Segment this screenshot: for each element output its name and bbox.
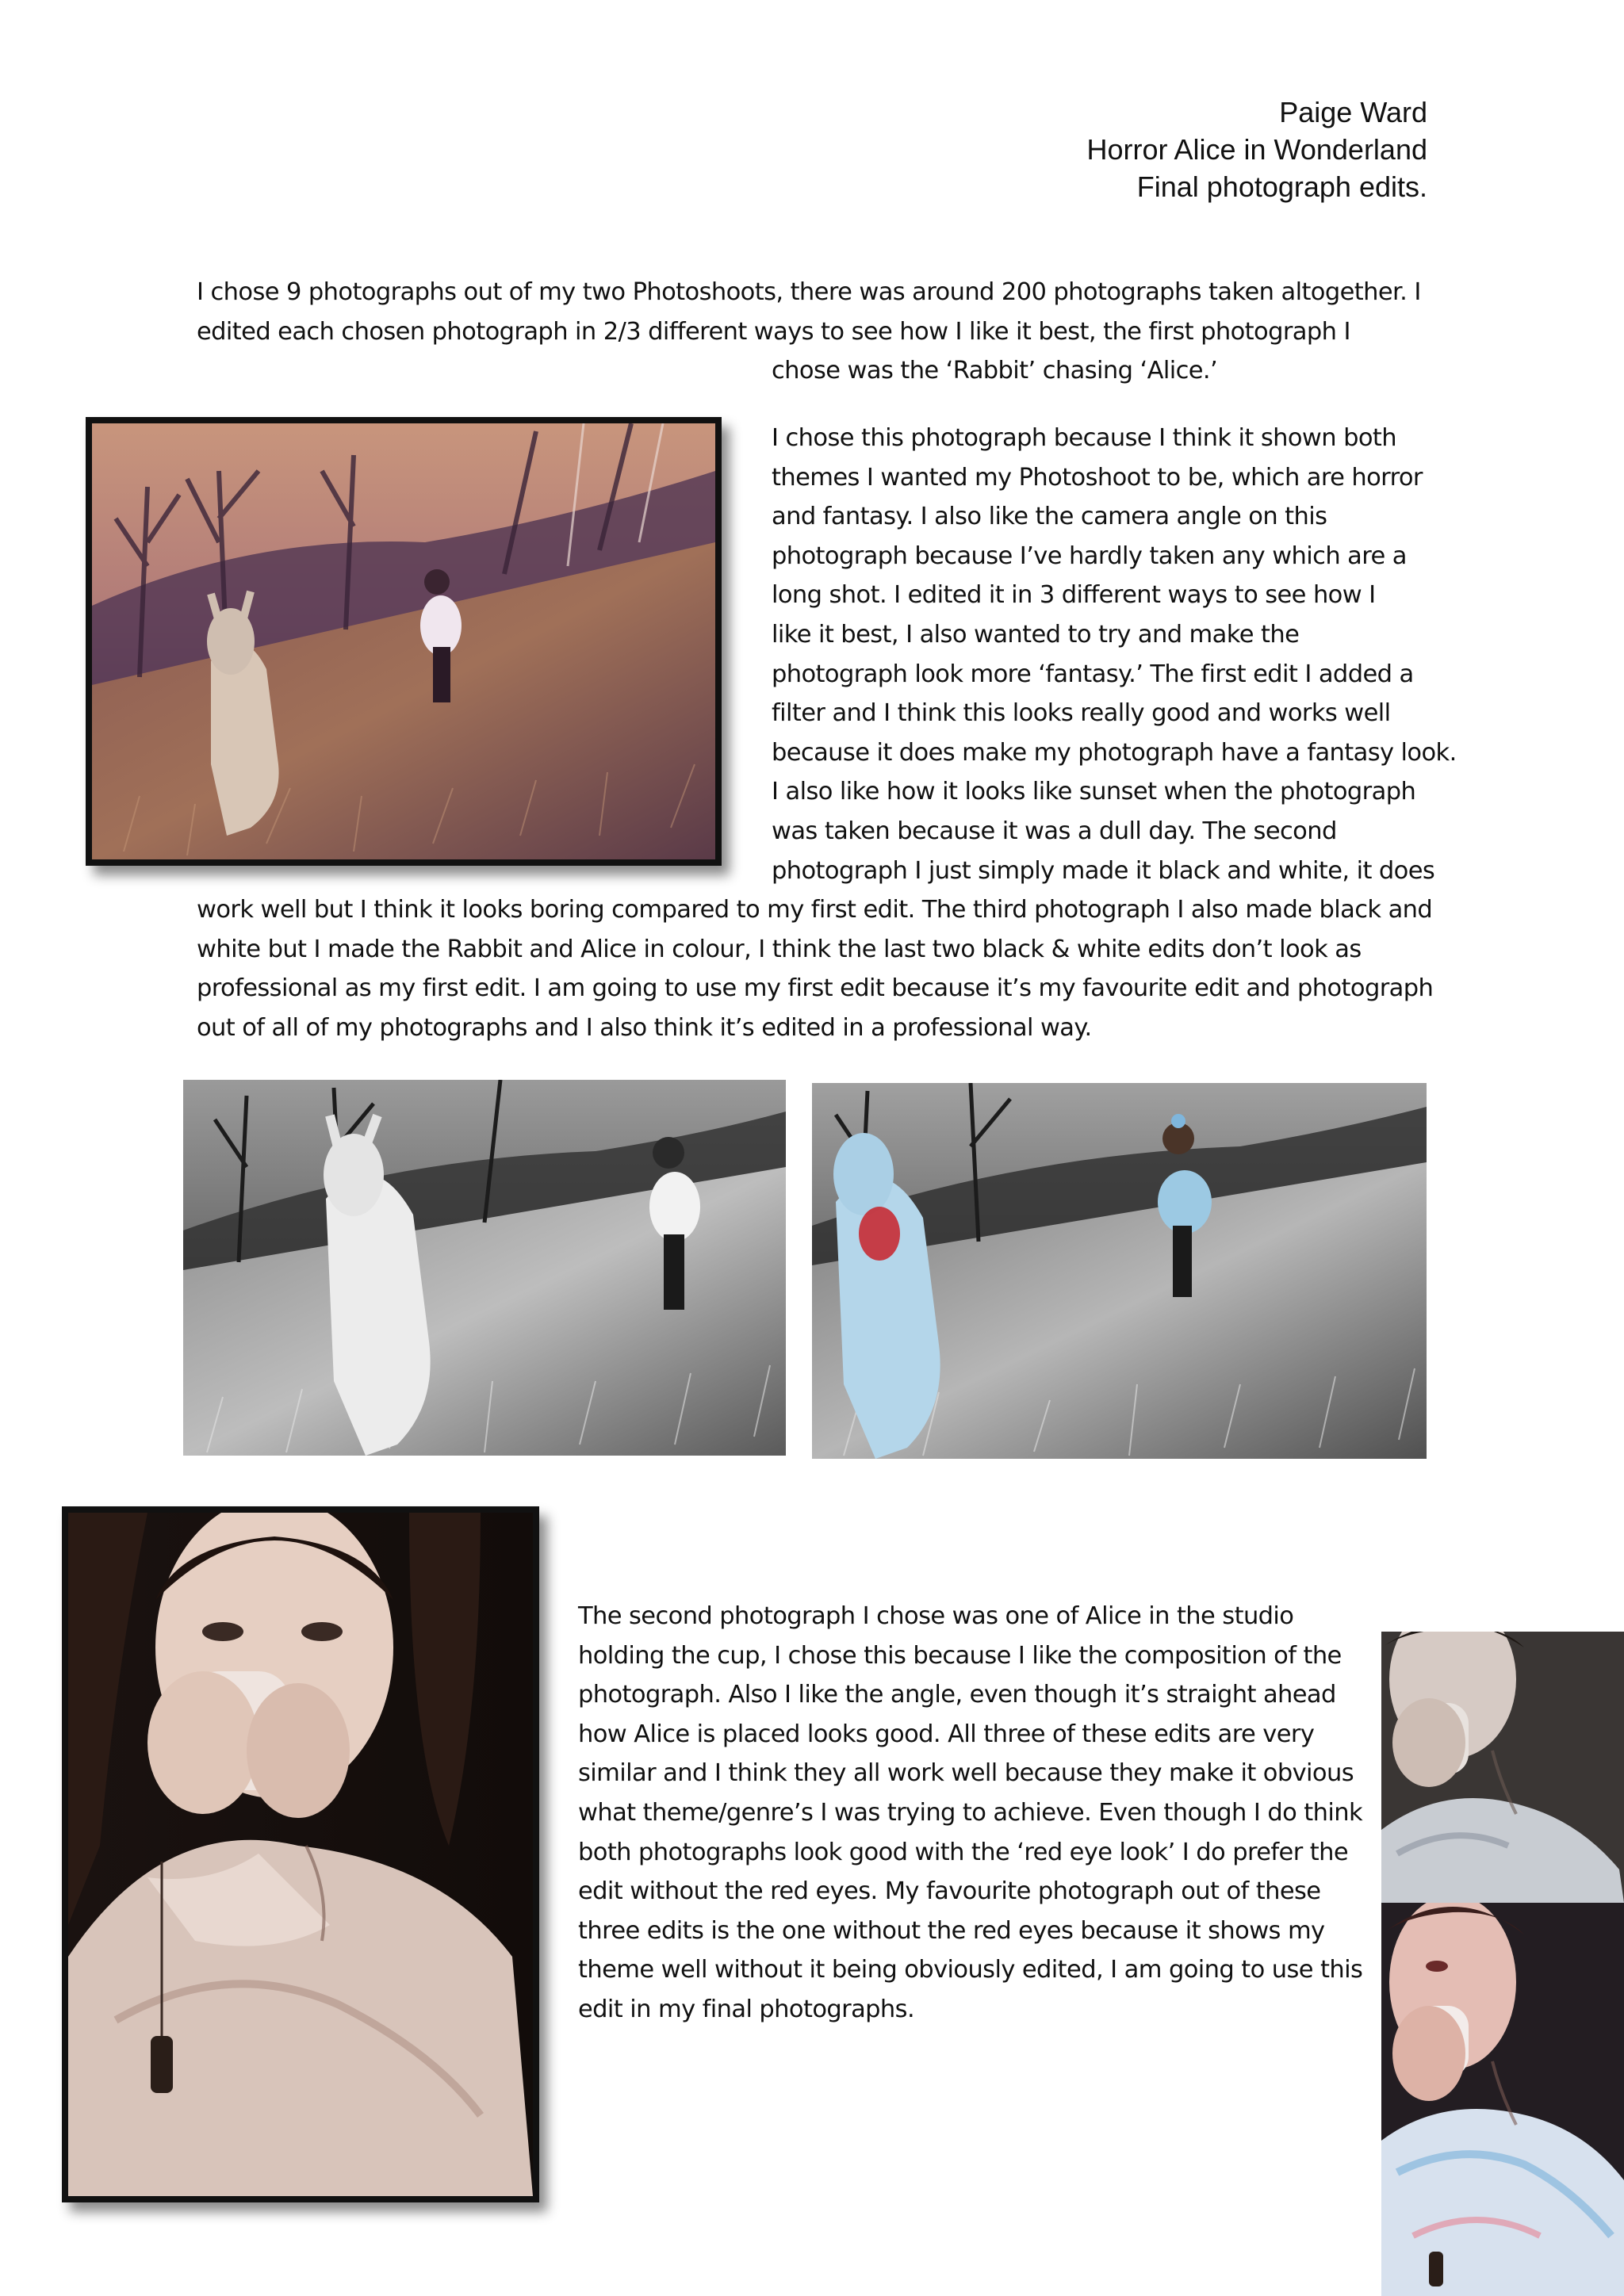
description-line: how Alice is placed looks good. All three of these edits are very: [578, 1720, 1315, 1748]
description-line: theme well without it being obviously edited, I am going to use this: [578, 1956, 1363, 1984]
description-line: was taken because it was a dull day. The second: [772, 817, 1337, 845]
description-line: filter and I think this looks really good and works well: [772, 699, 1391, 728]
description-line: photograph look more ‘fantasy.’ The first edit I added a: [772, 660, 1414, 688]
intro-line: edited each chosen photograph in 2/3 different ways to see how I like it best, the first photograph I: [197, 317, 1350, 346]
muted-portrait-graphic: [1381, 1632, 1624, 1903]
intro-line: chose was the ‘Rabbit’ chasing ‘Alice.’: [772, 357, 1218, 385]
description-line: white but I made the Rabbit and Alice in colour, I think the last two black & white edits don’t look as: [197, 935, 1362, 963]
sepia-portrait-photo: [62, 1506, 539, 2202]
description-line: holding the cup, I chose this because I like the composition of the: [578, 1641, 1342, 1670]
description-line: work well but I think it looks boring compared to my first edit. The third photograph I also made black and: [197, 896, 1433, 924]
fantasy-photo-graphic: [92, 423, 715, 859]
intro-line: I chose 9 photographs out of my two Photoshoots, there was around 200 photographs taken altogether. I: [197, 278, 1421, 306]
description-line: both photographs look good with the ‘red eye look’ I do prefer the: [578, 1838, 1348, 1866]
description-line: three edits is the one without the red eyes because it shows my: [578, 1916, 1325, 1945]
project-title: Horror Alice in Wonderland: [1086, 133, 1427, 166]
colour-splash-photo: [812, 1083, 1427, 1459]
fantasy-filter-photo: [86, 417, 722, 866]
rabbit-photo-description: [772, 419, 1457, 890]
description-line: photograph. Also I like the angle, even though it’s straight ahead: [578, 1681, 1336, 1709]
sepia-portrait-graphic: [68, 1513, 533, 2196]
page-subtitle: Final photograph edits.: [1136, 170, 1427, 203]
muted-portrait-photo: [1381, 1632, 1624, 1903]
description-line: what theme/genre’s I was trying to achieve. Even though I do think: [578, 1798, 1363, 1827]
description-line: out of all of my photographs and I also think it’s edited in a professional way.: [197, 1013, 1092, 1042]
bw-photo-graphic: [183, 1080, 786, 1456]
description-line: like it best, I also wanted to try and make the: [772, 620, 1300, 649]
description-line: edit without the red eyes. My favourite photograph out of these: [578, 1877, 1321, 1906]
description-line: I also like how it looks like sunset when the photograph: [772, 778, 1416, 806]
rabbit-photo-description-continued: [197, 890, 1442, 1047]
alice-photo-description: [578, 1597, 1371, 2030]
description-line: themes I wanted my Photoshoot to be, which are horror: [772, 463, 1423, 492]
intro-paragraph: [197, 273, 1434, 391]
colour-splash-photo-graphic: [812, 1083, 1427, 1459]
description-line: photograph I just simply made it black and white, it does: [772, 856, 1435, 885]
description-line: professional as my first edit. I am going to use my first edit because it’s my favourite edit and photograph: [197, 974, 1434, 1003]
description-line: The second photograph I chose was one of Alice in the studio: [578, 1602, 1294, 1630]
description-line: photograph because I’ve hardly taken any which are a: [772, 541, 1407, 570]
author-name: Paige Ward: [1279, 96, 1427, 128]
description-line: edit in my final photographs.: [578, 1995, 915, 2023]
description-line: similar and I think they all work well because they make it obvious: [578, 1759, 1354, 1788]
description-line: and fantasy. I also like the camera angle on this: [772, 503, 1327, 531]
description-line: because it does make my photograph have a fantasy look.: [772, 738, 1457, 767]
description-line: long shot. I edited it in 3 different ways to see how I: [772, 581, 1376, 610]
description-line: I chose this photograph because I think it shown both: [772, 424, 1396, 452]
black-and-white-photo: [183, 1080, 786, 1456]
colour-portrait-graphic: [1381, 1903, 1624, 2296]
colour-portrait-photo: [1381, 1903, 1624, 2296]
document-header: [1086, 94, 1427, 205]
